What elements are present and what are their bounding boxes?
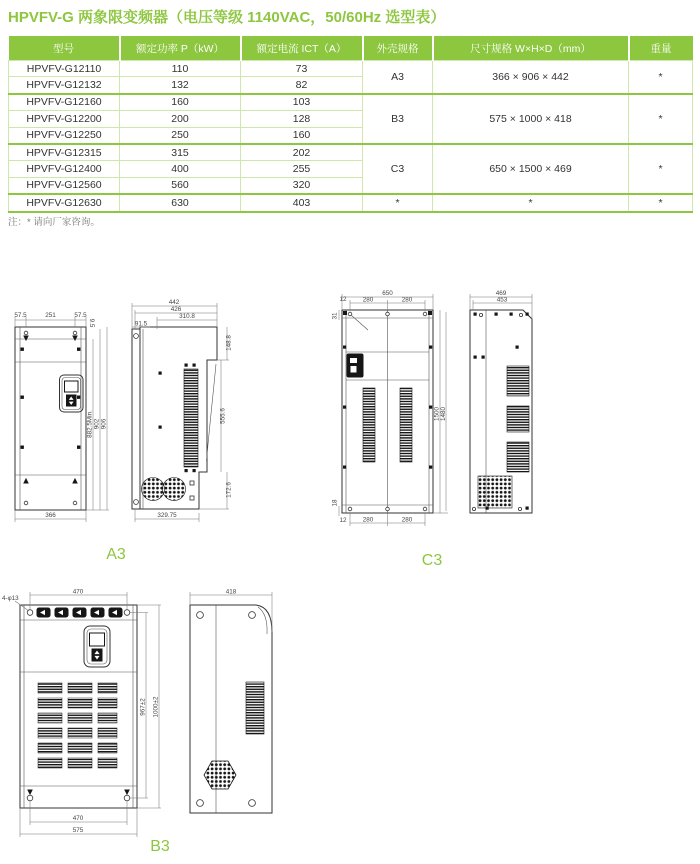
dim-label: 148.8 bbox=[225, 335, 233, 351]
dim-label: 1000±2 bbox=[152, 696, 160, 718]
dim-label: 469 bbox=[495, 290, 507, 297]
b3-keypad bbox=[84, 626, 110, 667]
dim-label: 18 bbox=[331, 499, 339, 507]
c3-keypad bbox=[347, 354, 363, 377]
selection-table bbox=[8, 36, 693, 213]
dim-label: 882.5Min. bbox=[86, 410, 94, 438]
dim-label: 1480 bbox=[440, 406, 447, 422]
cell-power: 110 bbox=[120, 61, 241, 77]
drawing-a3 bbox=[0, 276, 240, 537]
cell-power: 630 bbox=[120, 194, 241, 211]
table-row bbox=[9, 144, 693, 161]
dim-label: 470 bbox=[72, 588, 84, 596]
hole-callout: 4-φ13 bbox=[2, 595, 19, 602]
header-current: 额定电流 ICT（A） bbox=[241, 36, 363, 61]
footnote: 注：* 请向厂家咨询。 bbox=[8, 217, 100, 228]
drawing-b3 bbox=[0, 582, 300, 845]
cell-current: 202 bbox=[241, 144, 363, 161]
b3-side-dimensions bbox=[190, 589, 272, 633]
dim-label: 280 bbox=[362, 516, 374, 524]
dim-label: 9.5 bbox=[88, 318, 95, 328]
cell-current: 73 bbox=[241, 61, 363, 77]
a3-front-dimensions bbox=[14, 312, 109, 522]
dim-label: 172.6 bbox=[225, 482, 233, 498]
cell-size: 366 × 906 × 442 bbox=[433, 61, 629, 94]
cell-current: 103 bbox=[241, 94, 363, 111]
dim-label: 902 bbox=[93, 418, 101, 430]
cell-size: 650 × 1500 × 469 bbox=[433, 144, 629, 194]
header-model: 型号 bbox=[9, 36, 120, 61]
cell-current: 160 bbox=[241, 127, 363, 144]
cell-power: 132 bbox=[120, 77, 241, 94]
dim-label: 366 bbox=[45, 512, 56, 519]
dim-label: 442 bbox=[168, 299, 180, 306]
a3-front-view bbox=[15, 327, 86, 510]
dim-label: 91.5 bbox=[134, 320, 148, 328]
dim-label: 1500 bbox=[433, 406, 441, 422]
cell-model: HPVFV-G12160 bbox=[9, 94, 120, 111]
cell-shell: B3 bbox=[363, 94, 433, 144]
cell-power: 160 bbox=[120, 94, 241, 111]
b3-front-view bbox=[20, 605, 137, 808]
cell-shell: C3 bbox=[363, 144, 433, 194]
drawing-label-b3: B3 bbox=[150, 838, 170, 855]
header-size: 尺寸规格 W×H×D（mm） bbox=[433, 36, 629, 61]
drawing-label-c3: C3 bbox=[421, 552, 443, 569]
drawing-label-a3: A3 bbox=[106, 546, 126, 563]
cell-current: 255 bbox=[241, 161, 363, 177]
b3-dimension-drawing bbox=[0, 582, 300, 840]
cell-model: HPVFV-G12630 bbox=[9, 194, 120, 211]
dim-label: 280 bbox=[362, 296, 374, 304]
cell-model: HPVFV-G12110 bbox=[9, 61, 120, 77]
cell-power: 400 bbox=[120, 161, 241, 177]
dim-label: 470 bbox=[72, 815, 84, 822]
dim-label: 418 bbox=[225, 588, 237, 596]
dim-label: 57.5 bbox=[74, 312, 87, 319]
cell-model: HPVFV-G12400 bbox=[9, 161, 120, 177]
dim-label: 426 bbox=[170, 306, 182, 313]
table-row bbox=[9, 194, 693, 211]
drawing-c3 bbox=[310, 276, 570, 543]
cell-power: 315 bbox=[120, 144, 241, 161]
cell-shell: A3 bbox=[363, 61, 433, 94]
dim-label: 575 bbox=[72, 827, 84, 834]
header-shell: 外壳规格 bbox=[363, 36, 433, 61]
dim-label: 453 bbox=[496, 296, 508, 304]
a3-dimension-drawing bbox=[0, 276, 240, 532]
header-weight: 重量 bbox=[629, 36, 693, 61]
cell-weight: * bbox=[629, 61, 693, 94]
cell-model: HPVFV-G12315 bbox=[9, 144, 120, 161]
table-header-row bbox=[9, 36, 693, 61]
dim-label: 251 bbox=[45, 312, 56, 319]
cell-shell: * bbox=[363, 194, 433, 211]
cell-power: 200 bbox=[120, 111, 241, 127]
dim-label: 650 bbox=[382, 290, 393, 297]
b3-side-view bbox=[190, 605, 272, 813]
cell-model: HPVFV-G12132 bbox=[9, 77, 120, 94]
cell-model: HPVFV-G12560 bbox=[9, 177, 120, 194]
dim-label: 280 bbox=[401, 516, 413, 524]
cell-weight: * bbox=[629, 94, 693, 144]
cell-size: 575 × 1000 × 418 bbox=[433, 94, 629, 144]
dim-label: 12 bbox=[339, 296, 347, 303]
cell-size: * bbox=[433, 194, 629, 211]
dim-label: 57.5 bbox=[14, 312, 27, 319]
table-row bbox=[9, 94, 693, 111]
cell-current: 403 bbox=[241, 194, 363, 211]
cell-model: HPVFV-G12250 bbox=[9, 127, 120, 144]
a3-keypad bbox=[60, 375, 84, 412]
c3-front-view bbox=[342, 310, 433, 513]
cell-power: 250 bbox=[120, 127, 241, 144]
cell-current: 82 bbox=[241, 77, 363, 94]
c3-dimension-drawing bbox=[310, 276, 570, 538]
dim-label: 310.8 bbox=[179, 313, 195, 320]
header-power: 额定功率 P（kW） bbox=[120, 36, 241, 61]
dim-label: 906 bbox=[100, 418, 108, 430]
dim-label: 280 bbox=[401, 296, 413, 304]
cell-current: 320 bbox=[241, 177, 363, 194]
b3-vent-grid bbox=[38, 683, 117, 768]
dim-label: 967±2 bbox=[139, 698, 147, 716]
page-title: HPVFV-G 两象限变频器（电压等级 1140VAC，50/60Hz 选型表） bbox=[8, 9, 446, 26]
cell-weight: * bbox=[629, 194, 693, 211]
c3-side-view bbox=[470, 310, 532, 513]
dim-label: 31 bbox=[331, 312, 339, 320]
b3-terminal-clamps bbox=[37, 608, 122, 617]
cell-power: 560 bbox=[120, 177, 241, 194]
dim-label: 12 bbox=[339, 517, 347, 524]
table-row bbox=[9, 61, 693, 77]
cell-weight: * bbox=[629, 144, 693, 194]
cell-model: HPVFV-G12200 bbox=[9, 111, 120, 127]
dim-label: 329.75 bbox=[157, 512, 177, 519]
dim-label: 555.6 bbox=[219, 408, 227, 424]
cell-current: 128 bbox=[241, 111, 363, 127]
a3-side-view bbox=[132, 327, 217, 509]
